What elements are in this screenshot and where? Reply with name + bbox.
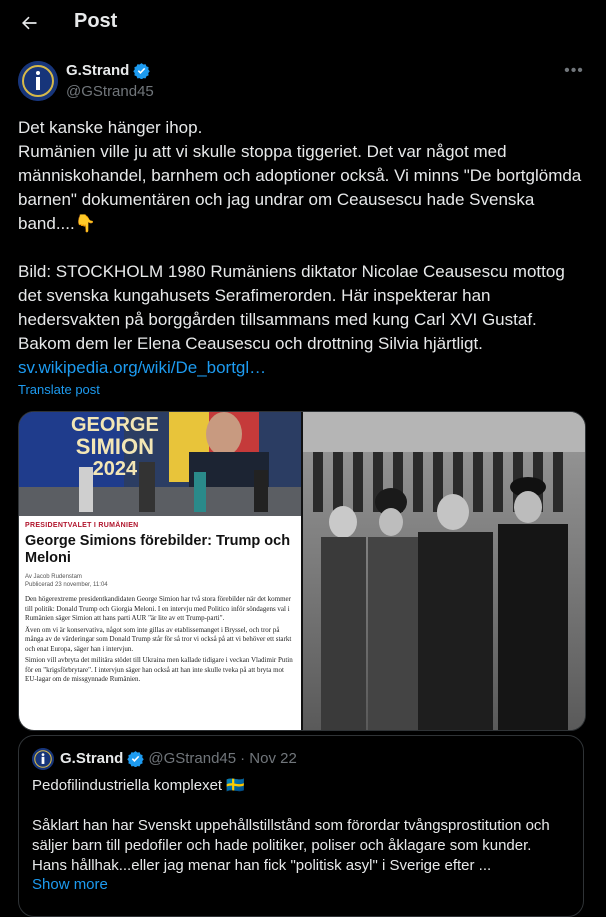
post-body (18, 116, 588, 380)
verified-badge-icon (133, 62, 150, 79)
article-kicker: PRESIDENTVALET I RUMÄNIEN (25, 522, 139, 529)
back-button[interactable] (14, 9, 44, 37)
quoted-author-handle: @GStrand45 (148, 750, 237, 767)
translate-post-button[interactable]: Translate post (18, 382, 100, 397)
author-handle[interactable]: @GStrand45 (66, 83, 154, 100)
show-more-link[interactable]: Show more (32, 876, 108, 893)
quoted-author-avatar (32, 748, 54, 770)
avatar-logo-icon (18, 61, 58, 101)
arrow-left-icon (19, 13, 39, 33)
more-dots-icon[interactable]: ••• (564, 62, 584, 79)
quoted-date: · Nov 22 (240, 750, 297, 767)
article-screenshot-image[interactable] (19, 412, 301, 730)
post-text: Det kanske hänger ihop. Rumänien ville ju att vi skulle stoppa tiggeriet. Det var något med människohandel, barnhem och adoptioner också. Vi minns "De bortglömda barnen" dokumentären och jag undrar om Ceausescu hade Svenska band....👇 Bild: STOCKHOLM 1980 Rumäniens diktator Nicolae Ceausescu mottog det svenska kungahusets Serafimerorden. Här inspekterar han hedersvakten på borggården tillsammans med kung Carl XVI Gustaf. Bakom dem ler Elena Ceausescu och drottning Silvia hjärtligt. (18, 118, 582, 353)
quoted-author-name: G.Strand (60, 750, 124, 767)
historical-photo-image[interactable] (303, 412, 585, 730)
quoted-post[interactable] (18, 735, 584, 917)
article-headline: George Simions förebilder: Trump och Meloni (25, 533, 291, 566)
media-grid (18, 411, 586, 731)
banner-text-line: GEORGE (71, 414, 159, 436)
banner-text-line: SIMION (75, 434, 155, 459)
article-paragraph: Även om vi är konservativa, något som inte gillas av etablissemanget i Bryssel, och tror på många av de värderingar som Donald Trump står för så tror vi också på att vi behöver ett starkt och enat Europa, säger han i intervjun. (25, 625, 292, 653)
author-name[interactable]: G.Strand (66, 62, 150, 79)
top-bar (0, 0, 606, 46)
article-paragraph: Den högerextreme presidentkandidaten George Simion har två stora förebilder när det kommer till politik: Donald Trump och Giorgia Meloni. I en intervju med Politico inför söndagens val i Rumänien säger Simion att hans parti AUR "är lite av ett Trump-parti". (25, 595, 291, 622)
quoted-header (60, 750, 297, 767)
article-paragraph: Simion vill avbryta det militära stödet till Ukraina men kallade tidigare i veckan Vladimir Putin för en "krigsförbrytare". I intervjun säger han också att han inte skulle tveka på att bryta mot EU-lagar om de missgynnade Rumänien. (25, 656, 293, 683)
page-title: Post (74, 10, 118, 32)
quoted-text: Pedofilindustriella komplexet 🇸🇪 Såklart han har Svenskt uppehållstillstånd som förordar tvångsprostitution och säljer barn till pedofiler och hade politiker, poliser och åklagare som kunder. Hans hållhak...eller jag menar han fick "politisk asyl" i Sverige efter ... (32, 777, 550, 874)
post-link[interactable]: sv.wikipedia.org/wiki/De_bortgl… (18, 358, 267, 377)
verified-badge-icon (127, 750, 144, 767)
avatar-logo-icon (32, 748, 54, 770)
article-byline: Av Jacob Rudenstam Publicerad 23 november, 11:04 (25, 574, 108, 588)
article-block (25, 522, 295, 685)
banner-text-line: 2024 (92, 458, 138, 480)
author-avatar[interactable] (18, 61, 58, 101)
campaign-photo (19, 412, 301, 516)
